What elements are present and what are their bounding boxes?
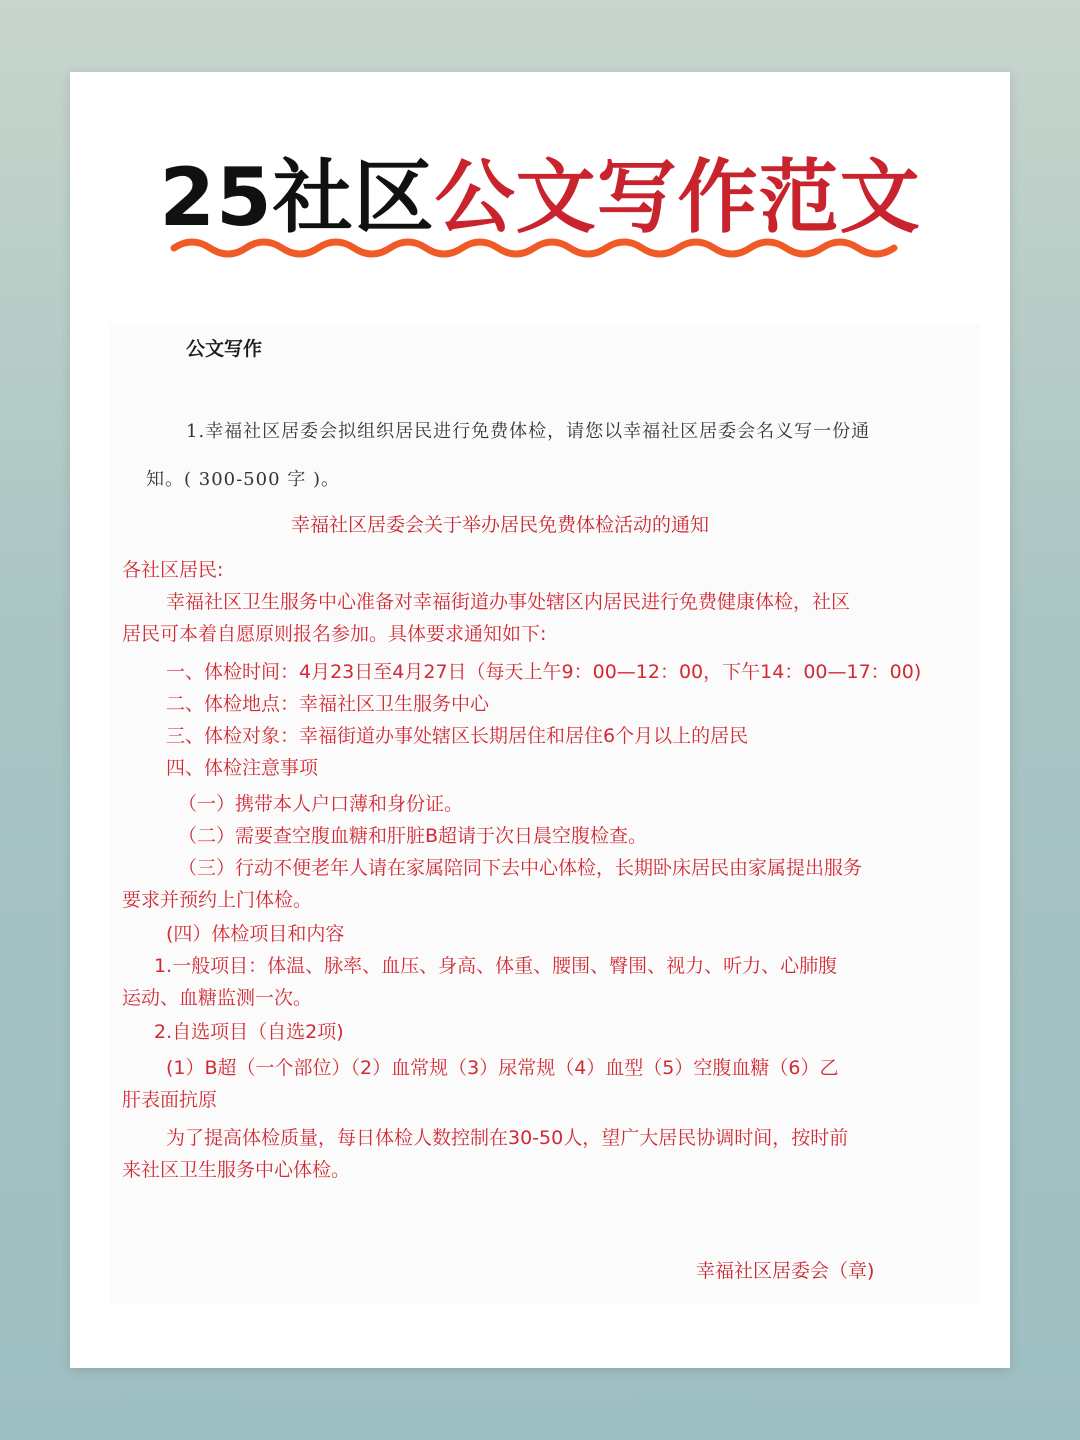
optional-list-line-2: 肝表面抗原 bbox=[122, 1089, 218, 1111]
sub-item-3-line-2: 要求并预约上门体检。 bbox=[122, 889, 313, 911]
sub-item-1: （一）携带本人户口薄和身份证。 bbox=[178, 793, 464, 815]
signature: 幸福社区居委会（章) bbox=[696, 1260, 875, 1282]
closing-line-1: 为了提高体检质量，每日体检人数控制在30-50人，望广大居民协调时间，按时前 bbox=[166, 1127, 849, 1149]
item-notes: 四、体检注意事项 bbox=[166, 757, 319, 779]
document-card bbox=[70, 72, 1010, 1368]
title-underline-squiggle bbox=[170, 232, 910, 262]
sub-item-4: (四）体检项目和内容 bbox=[166, 923, 345, 945]
salutation: 各社区居民: bbox=[122, 559, 224, 581]
title-part-black: 25社区 bbox=[159, 151, 435, 244]
question-line-2: 知。( 300-500 字 )。 bbox=[146, 469, 341, 490]
notice-title: 幸福社区居委会关于举办居民免费体检活动的通知 bbox=[290, 514, 709, 536]
document-heading: 公文写作 bbox=[186, 338, 263, 360]
closing-line-2: 来社区卫生服务中心体检。 bbox=[122, 1159, 351, 1181]
optional-items: 2.自选项目（自选2项) bbox=[154, 1021, 344, 1043]
title-part-red: 公文写作范文 bbox=[434, 151, 921, 244]
item-target: 三、体检对象：幸福街道办事处辖区长期居住和居住6个月以上的居民 bbox=[166, 725, 749, 747]
scanned-document bbox=[110, 324, 980, 1304]
intro-line-2: 居民可本着自愿原则报名参加。具体要求通知如下: bbox=[122, 623, 547, 645]
item-time: 一、体检时间：4月23日至4月27日（每天上午9：00—12：00，下午14：00—17：00) bbox=[166, 661, 922, 683]
general-items-line-2: 运动、血糖监测一次。 bbox=[122, 987, 313, 1009]
general-items-line-1: 1.一般项目：体温、脉率、血压、身高、体重、腰围、臀围、视力、听力、心肺腹 bbox=[154, 955, 838, 977]
question-line-1: 1.幸福社区居委会拟组织居民进行免费体检，请您以幸福社区居委会名义写一份通 bbox=[186, 421, 871, 442]
sub-item-3-line-1: （三）行动不便老年人请在家属陪同下去中心体检，长期卧床居民由家属提出服务 bbox=[178, 857, 863, 879]
sub-item-2: （二）需要查空腹血糖和肝脏B超请于次日晨空腹检查。 bbox=[178, 825, 648, 847]
item-location: 二、体检地点：幸福社区卫生服务中心 bbox=[166, 693, 490, 715]
intro-line-1: 幸福社区卫生服务中心准备对幸福街道办事处辖区内居民进行免费健康体检，社区 bbox=[166, 591, 851, 613]
question-prompt bbox=[146, 408, 956, 504]
notice-body bbox=[122, 554, 962, 1186]
optional-list-line-1: (1）B超（一个部位）（2）血常规（3）尿常规（4）血型（5）空腹血糖（6）乙 bbox=[166, 1057, 839, 1079]
